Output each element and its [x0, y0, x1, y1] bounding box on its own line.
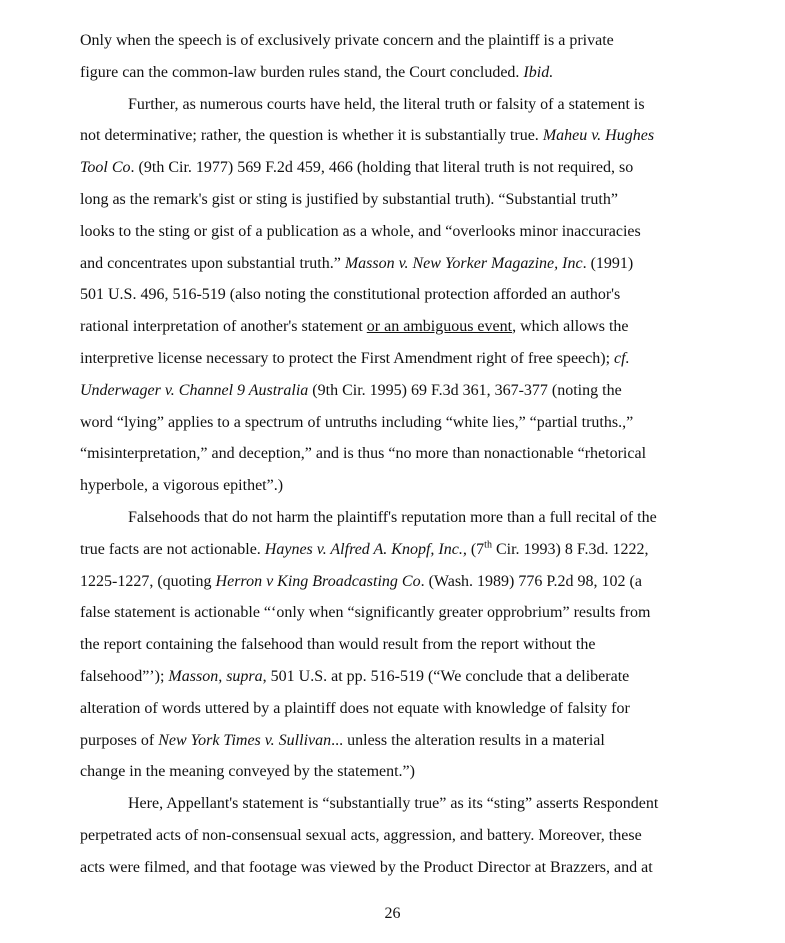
text-run: alteration of words uttered by a plaintiff does not equate with knowledge of falsity for: [80, 699, 630, 717]
text-run: false statement is actionable “‘only when “significantly greater opprobrium” results from: [80, 604, 651, 622]
text-line: [80, 120, 720, 152]
text-line: [80, 407, 720, 439]
text-line: [80, 184, 720, 216]
italic-run: Masson, supra: [168, 667, 263, 685]
italic-run: Herron v King Broadcasting Co: [215, 572, 421, 590]
italic-run: Masson v. New Yorker Magazine, Inc: [344, 254, 583, 272]
text-line: [80, 57, 720, 89]
text-run: perpetrated acts of non-consensual sexual acts, aggression, and battery. Moreover, these: [80, 826, 642, 844]
text-line: [80, 470, 720, 502]
text-line: [80, 279, 720, 311]
text-line: [80, 756, 720, 788]
italic-run: Tool Co: [80, 159, 131, 177]
text-line: [80, 25, 720, 57]
text-run: (7: [466, 540, 485, 558]
text-line: [80, 152, 720, 184]
italic-run: Haynes v. Alfred A. Knopf, Inc.,: [264, 540, 467, 558]
text-run: . (Wash. 1989) 776 P.2d 98, 102 (a: [420, 572, 642, 590]
text-run: the report containing the falsehood than would result from the report without the: [80, 636, 596, 654]
text-run: true facts are not actionable.: [80, 540, 265, 558]
text-line: [80, 597, 720, 629]
page-number: 26: [384, 905, 401, 922]
italic-run: Maheu v. Hughes: [542, 127, 655, 145]
text-run: (9th Cir. 1995) 69 F.3d 361, 367-377 (noting the: [308, 381, 622, 399]
text-run: long as the remark's gist or sting is justified by substantial truth). “Substantial truth”: [80, 190, 618, 208]
text-run: not determinative; rather, the question is whether it is substantially true.: [80, 127, 543, 145]
text-run: Falsehoods that do not harm the plaintiff's reputation more than a full recital of the: [128, 508, 657, 526]
text-run: 501 U.S. 496, 516-519 (also noting the constitutional protection afforded an author's: [80, 286, 621, 304]
underlined-run: or an ambiguous event: [366, 318, 513, 336]
text-run: rational interpretation of another's statement: [80, 318, 367, 336]
italic-run: Underwager v. Channel 9 Australia: [80, 381, 309, 399]
text-line: [80, 629, 720, 661]
text-run: . (9th Cir. 1977) 569 F.2d 459, 466 (holding that literal truth is not required, so: [130, 159, 634, 177]
body-text: [80, 25, 720, 884]
text-run: , which allows the: [512, 318, 629, 336]
text-line: [80, 566, 720, 598]
text-run: change in the meaning conveyed by the statement.”): [80, 763, 415, 781]
text-run: interpretive license necessary to protect the First Amendment right of free speech);: [80, 349, 615, 367]
text-run: Here, Appellant's statement is “substantially true” as its “sting” asserts Respondent: [128, 795, 659, 813]
text-line: [80, 661, 720, 693]
paragraph-first-line: [80, 788, 720, 820]
text-run: figure can the common-law burden rules stand, the Court concluded.: [80, 63, 524, 81]
text-line: [80, 216, 720, 248]
text-line: [80, 852, 720, 884]
text-run: word “lying” applies to a spectrum of untruths including “white lies,” “partial truths.,”: [80, 413, 634, 431]
text-run: “misinterpretation,” and deception,” and is thus “no more than nonactionable “rhetorical: [80, 445, 647, 463]
superscript-run: th: [484, 539, 492, 551]
text-run: Cir. 1993) 8 F.3d. 1222,: [491, 540, 649, 558]
text-run: 1225-1227, (quoting: [80, 572, 216, 590]
italic-run: Ibid.: [523, 63, 554, 81]
text-line: [80, 725, 720, 757]
text-run: hyperbole, a vigorous epithet”.): [80, 477, 284, 495]
text-run: looks to the sting or gist of a publication as a whole, and “overlooks minor inaccuracies: [80, 222, 641, 240]
text-run: and concentrates upon substantial truth.”: [80, 254, 345, 272]
text-run: Further, as numerous courts have held, the literal truth or falsity of a statement is: [128, 95, 645, 113]
text-run: . (1991): [582, 254, 634, 272]
paragraph-first-line: [80, 89, 720, 121]
text-run: , 501 U.S. at pp. 516-519 (“We conclude that a deliberate: [262, 667, 630, 685]
text-run: falsehood”’);: [80, 667, 169, 685]
text-run: purposes of: [80, 731, 159, 749]
text-line: [80, 820, 720, 852]
text-run: ... unless the alteration results in a material: [331, 731, 605, 749]
text-line: [80, 248, 720, 280]
text-line: [80, 343, 720, 375]
text-line: [80, 438, 720, 470]
text-line: [80, 375, 720, 407]
paragraph-first-line: [80, 502, 720, 534]
italic-run: cf.: [614, 349, 630, 367]
text-line: [80, 534, 720, 566]
text-line: [80, 311, 720, 343]
text-line: [80, 693, 720, 725]
text-run: Only when the speech is of exclusively private concern and the plaintiff is a private: [80, 32, 614, 49]
italic-run: New York Times v. Sullivan: [158, 731, 332, 749]
text-run: acts were filmed, and that footage was viewed by the Product Director at Brazzers, and at: [80, 858, 653, 876]
